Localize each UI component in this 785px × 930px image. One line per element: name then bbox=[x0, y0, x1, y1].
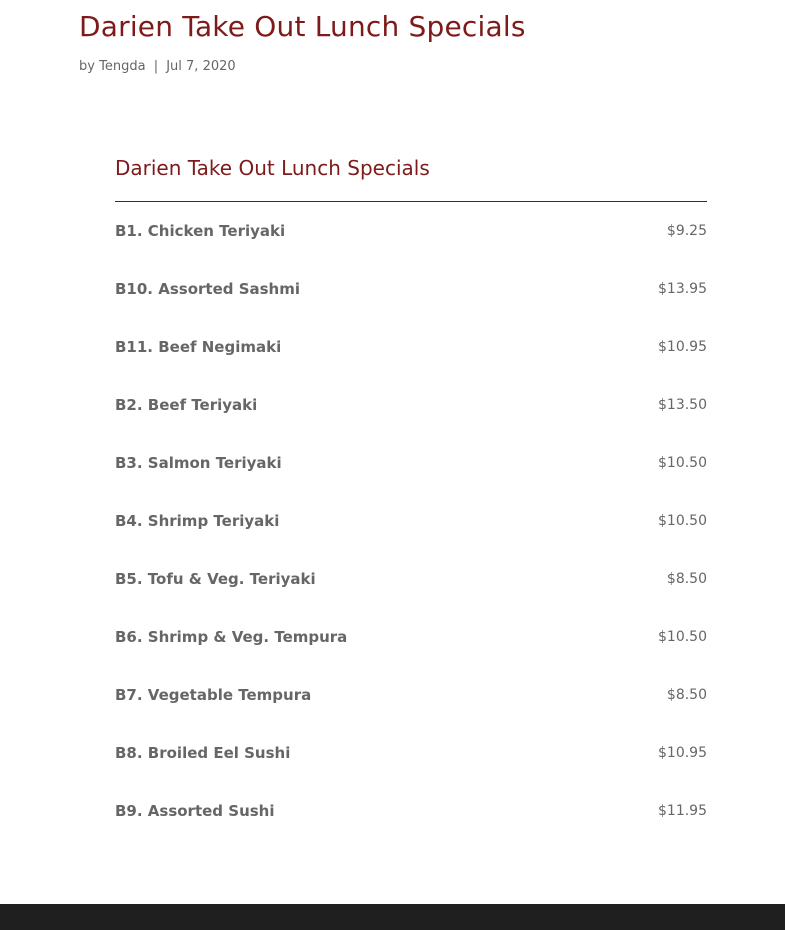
menu-item-name: B4. Shrimp Teriyaki bbox=[115, 512, 280, 530]
menu-item-name: B8. Broiled Eel Sushi bbox=[115, 744, 291, 762]
menu-item-price: $13.95 bbox=[658, 281, 707, 297]
menu-item-name: B5. Tofu & Veg. Teriyaki bbox=[115, 570, 316, 588]
menu-item-price: $8.50 bbox=[666, 687, 707, 703]
menu-item bbox=[115, 335, 707, 359]
post-meta bbox=[79, 58, 236, 76]
menu-item bbox=[115, 509, 707, 533]
menu-item bbox=[115, 277, 707, 301]
menu-item-price: $10.95 bbox=[658, 339, 707, 355]
menu-item-price: $10.50 bbox=[658, 455, 707, 471]
menu-item bbox=[115, 393, 707, 417]
menu-item bbox=[115, 683, 707, 707]
menu-item-price: $13.50 bbox=[658, 397, 707, 413]
menu-item-price: $9.25 bbox=[666, 223, 707, 239]
menu-section bbox=[115, 150, 707, 857]
menu-item bbox=[115, 799, 707, 823]
menu-item bbox=[115, 741, 707, 765]
menu-item-name: B11. Beef Negimaki bbox=[115, 338, 282, 356]
menu-item bbox=[115, 451, 707, 475]
footer-bar bbox=[0, 904, 785, 930]
menu-item-name: B9. Assorted Sushi bbox=[115, 802, 275, 820]
menu-item-name: B1. Chicken Teriyaki bbox=[115, 222, 286, 240]
menu-item-price: $10.50 bbox=[658, 629, 707, 645]
menu-list bbox=[115, 202, 707, 823]
menu-item-name: B6. Shrimp & Veg. Tempura bbox=[115, 628, 348, 646]
menu-item-price: $8.50 bbox=[666, 571, 707, 587]
page-title: Darien Take Out Lunch Specials bbox=[79, 10, 526, 43]
menu-item-price: $11.95 bbox=[658, 803, 707, 819]
menu-item-name: B3. Salmon Teriyaki bbox=[115, 454, 282, 472]
menu-item-name: B2. Beef Teriyaki bbox=[115, 396, 258, 414]
menu-item-price: $10.95 bbox=[658, 745, 707, 761]
menu-item bbox=[115, 625, 707, 649]
author-link[interactable]: Tengda bbox=[99, 59, 146, 74]
post-date: Jul 7, 2020 bbox=[166, 59, 236, 74]
menu-item-price: $10.50 bbox=[658, 513, 707, 529]
meta-separator: | bbox=[153, 59, 159, 74]
menu-title: Darien Take Out Lunch Specials bbox=[115, 156, 430, 180]
meta-by-prefix: by bbox=[79, 59, 95, 74]
menu-item bbox=[115, 567, 707, 591]
menu-item-name: B10. Assorted Sashmi bbox=[115, 280, 301, 298]
menu-item-name: B7. Vegetable Tempura bbox=[115, 686, 312, 704]
menu-item bbox=[115, 219, 707, 243]
